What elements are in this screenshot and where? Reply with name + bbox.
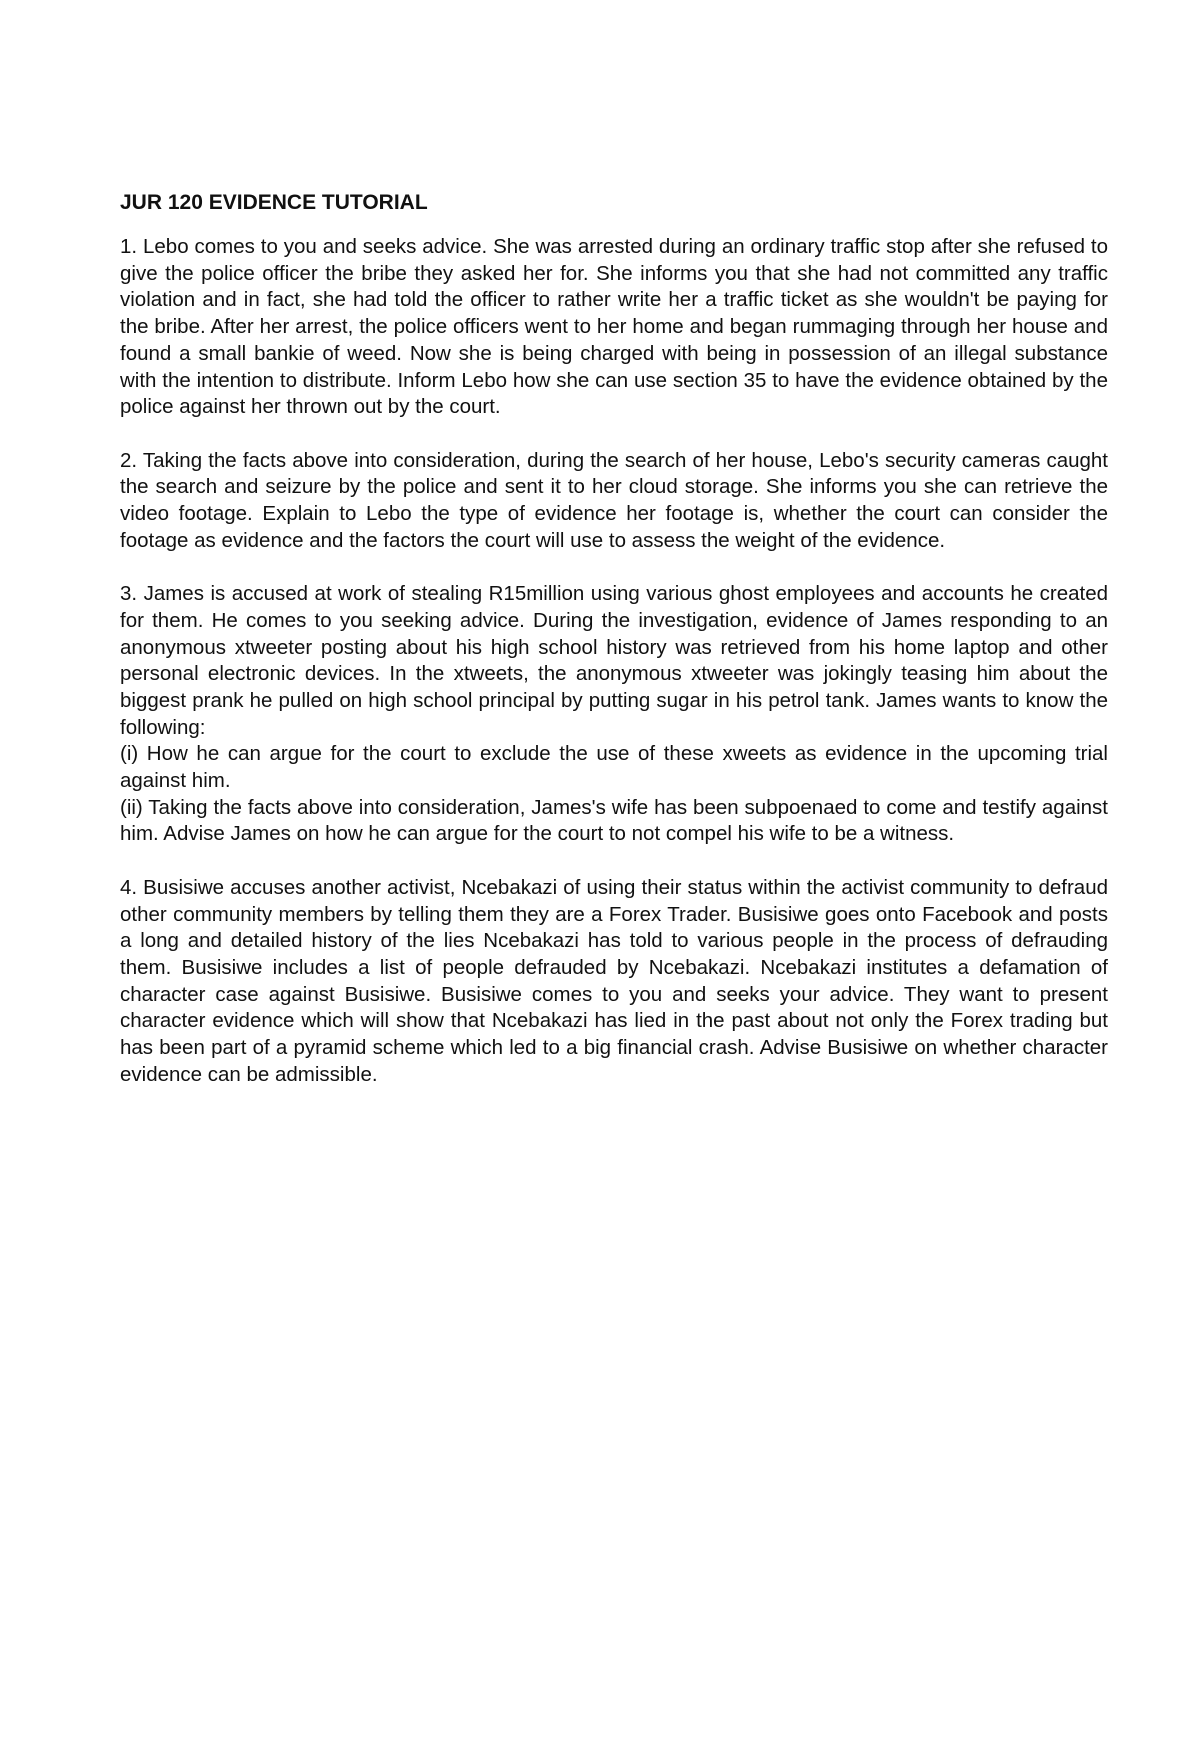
question-3-part-i: (i) How he can argue for the court to exclude the use of these xweets as evidence in the upcoming trial against him.	[120, 742, 1108, 793]
question-1-text: 1. Lebo comes to you and seeks advice. She was arrested during an ordinary traffic stop after she refused to give the police officer the bribe they asked her for. She informs you that she had not committed any traffic violation and in fact, she had told the officer to rather write her a traffic ticket as she wouldn't be paying for the bribe. After her arrest, the police officers went to her home and began rummaging through her house and found a small bankie of weed. Now she is being charged with being in possession of an illegal substance with the intention to distribute. Inform Lebo how she can use section 35 to have the evidence obtained by the police against her thrown out by the court.	[120, 235, 1108, 419]
question-2-text: 2. Taking the facts above into consideration, during the search of her house, Lebo's security cameras caught the search and seizure by the police and sent it to her cloud storage. She informs you she can retrieve the video footage. Explain to Lebo the type of evidence her footage is, whether the court can consider the footage as evidence and the factors the court will use to assess the weight of the evidence.	[120, 448, 1108, 552]
question-4-text: 4. Busisiwe accuses another activist, Ncebakazi of using their status within the activist community to defraud other community members by telling them they are a Forex Trader. Busisiwe goes onto Facebook and posts a long and detailed history of the lies Ncebakazi has told to various people in the process of defrauding them. Busisiwe includes a list of people defrauded by Ncebakazi. Ncebakazi institutes a defamation of character case against Busisiwe. Busisiwe comes to you and seeks your advice. They want to present character evidence which will show that Ncebakazi has lied in the past about not only the Forex trading but has been part of a pyramid scheme which led to a big financial crash. Advise Busisiwe on whether character evidence can be admissible.	[120, 875, 1108, 1086]
question-2	[120, 448, 1108, 555]
question-4	[120, 875, 1108, 1089]
question-1	[120, 234, 1108, 421]
document-title: JUR 120 EVIDENCE TUTORIAL	[120, 191, 428, 214]
question-3-part-ii: (ii) Taking the facts above into consideration, James's wife has been subpoenaed to come and testify against him. Advise James on how he can argue for the court to not compel his wife to be a witness.	[120, 795, 1108, 846]
question-3-text: 3. James is accused at work of stealing R15million using various ghost employees and accounts he created for them. He comes to you seeking advice. During the investigation, evidence of James responding to an anonymous xtweeter posting about his high school history was retrieved from his home laptop and other personal electronic devices. In the xtweets, the anonymous xtweeter was jokingly teasing him about the biggest prank he pulled on high school principal by putting sugar in his petrol tank. James wants to know the following:	[120, 582, 1108, 739]
document-page	[120, 190, 1108, 1115]
question-3	[120, 581, 1108, 848]
